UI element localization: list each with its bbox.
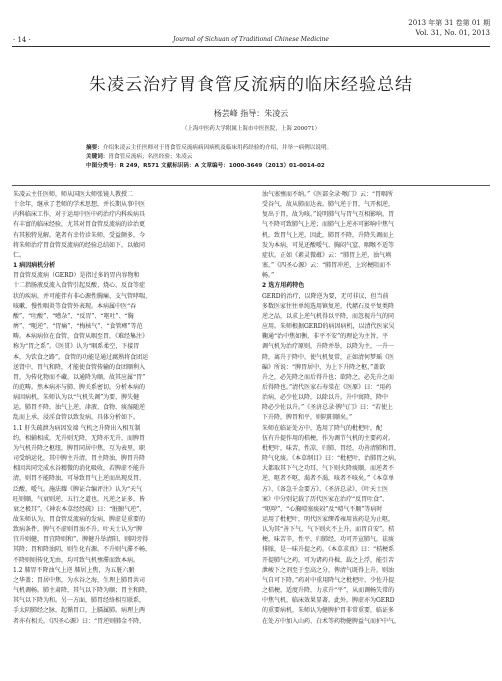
body-line: 伍有升提作用的桔梗，作为调节气机的主要药对。 xyxy=(262,434,395,442)
body-line: 梗，味苦辛，性平，归肺经，功可开宣肺气，祛痰 xyxy=(262,536,395,544)
body-line: 衰之极耳”。《神农本草经经疏》曰：“脏腑气逆”， xyxy=(13,505,146,513)
body-line: 治病，必少佐以降，以除以升。升中寓降，降中 xyxy=(262,394,389,402)
body-line: 其气以下降为和。另一方面，肺胃经络相互联系， xyxy=(13,597,146,605)
body-line: 气机调畅。肺主肃降，其气以下降为顺；胃主和降， xyxy=(13,587,152,595)
body-line: 有丰富的临床经验，尤其对胃食管反流病的诊治更 xyxy=(13,221,146,229)
abstract-summary xyxy=(86,144,418,153)
body-line: 称为“胃之系”。《医贯》认为“咽系柔空，下接胃 xyxy=(13,343,140,351)
body-line: 开提肺气之药，可为诸药舟楫，载之上浮，能引苦 xyxy=(262,556,395,564)
body-line: 清，则胃不能降浊，可导致胃气上逆而出现反胃、 xyxy=(13,475,146,483)
body-line: 仁。 xyxy=(13,251,26,259)
body-line: 病因病机，朱师认为以“气机失调”为要，脾失健 xyxy=(13,394,140,402)
body-line: 咳嗽、慢性咽炎等食管外表现。本病属中医“吞 xyxy=(13,302,137,310)
body-line: 故朱师认为，胃食管反流病的发病，脾虚是重要的 xyxy=(13,516,146,523)
body-line: 升之，必先降之而后得升也；欲降之，必先升之而 xyxy=(262,373,395,381)
body-line: 浊气塞壅而不纳。”《医部全录·喉门》云：“胃咽所 xyxy=(262,191,394,198)
body-line: 朱师在临证处方中，选用了降气的枇杷叶，配 xyxy=(262,424,383,432)
body-line: 泛酸、嗳气。施法耀《脾证合编评注》认为“天气 xyxy=(13,485,143,493)
body-line: 畴。本病病位在食管，食管从咽至胃，《难经集注》 xyxy=(13,333,149,341)
header-rule xyxy=(12,46,490,47)
body-line: 降必少佐以升。”《圣济总录·脾气门》曰：“若使上 xyxy=(262,404,394,412)
body-line: 者亦有相关。《四圣心源》曰：“胃逆则肺金不降， xyxy=(13,617,146,625)
body-line: 手太阴肺经之脉，起循胃口，上膈属肺。病理上两 xyxy=(13,607,146,615)
body-line: 排脓，是一味升提之药。《本草求真》曰：“桔梗系 xyxy=(262,546,395,554)
body-line: 为气机升降之枢纽，脾胃同居中焦，互为表里，职 xyxy=(13,444,146,452)
body-line: 的范畴。然本病亦与肺、脾关系密切。分析本病的 xyxy=(13,383,146,391)
abstract-text: 介绍朱凌云主任医师对于胃食管反流病病因病机及临床用药经验的介绍，并举一病例以说明。 xyxy=(102,145,333,151)
issue-info xyxy=(408,18,490,38)
body-line: 鞠通“治中焦如衡，非平不安”的理论为主旨，平 xyxy=(262,333,389,341)
body-line: 朱凌云主任医师，师从国医大师张镜人教授二 xyxy=(13,191,134,198)
body-line: 十二指肠液反流入食管引起反酸、烧心、反食等症 xyxy=(13,282,146,290)
body-line: 的重要病机，朱师认为健脾护胃非常重要，临证多 xyxy=(262,607,395,615)
body-line: 乱而上承，浸淫食管以致发病，具体分析如下。 xyxy=(13,414,140,422)
body-line: 运，肺胃不降，浊气上逆，津液、食物、痰湿随逆 xyxy=(13,404,146,412)
keywords-text: 胃食管反流病；名医经验；朱凌云 xyxy=(108,154,193,160)
body-line: 枇杷叶，味苦，性凉，归肺、胃经，功善清肺和胃， xyxy=(262,444,401,452)
body-line: 碥》所说：“脾胃居中，为上下升降之枢，”盖欲 xyxy=(262,363,386,371)
body-line: 在处方中加入山药、白术等药物健脾益气而护中气， xyxy=(262,617,401,625)
body-line: 案》中分别记载了历代医家在治疗“反胃吐食”、 xyxy=(262,495,389,503)
body-line: 送肾中，胃气和降，才能使食管传输的食团顺利入 xyxy=(13,363,146,371)
body-line: 气自可下降。”药对中重用降气之枇杷叶，少佐升提 xyxy=(262,576,395,584)
body-line: 泄峻下之剂至于至高之分，俾清气既得上升，则浊 xyxy=(262,566,395,574)
page-header xyxy=(0,0,502,50)
abstract-block xyxy=(86,144,418,171)
body-line: 方》、《备急千金要方》、《圣济总录》、《叶天士医 xyxy=(262,485,389,493)
body-line: 司受纳运化，其中脾主升清，胃主降浊，脾胃升降 xyxy=(13,455,146,463)
body-line: 状的疾病，并可能伴有非心源性胸痛、支气管哮喘、 xyxy=(13,292,152,300)
body-line: 大都取其下气之功耳，气下则火降痰顺，而逆者不 xyxy=(262,465,395,473)
body-line: 1.2 肺胃不降浊气上逆 肺居上焦，为五脏六腑 xyxy=(13,566,135,574)
body-line: 降，离升于降中，使气机复常，正如清何梦瑶《医 xyxy=(262,353,395,361)
issue-en: Vol. 31, No. 01, 2013 xyxy=(415,29,490,37)
body-line: 旺则顺，气衰则逆，五行之道也，凡逆之证多，皆 xyxy=(13,495,146,503)
body-line: 胃，为传化物而不藏，以通降为顺，故其应属“胃” xyxy=(13,373,146,381)
body-line: 1.1 肝失疏泄为病因发端 气机之升降出入相互制 xyxy=(13,424,141,432)
body-line: 逆，呕者不呕，渴者不渴，咳者不咳矣。”《本草单 xyxy=(262,475,395,483)
body-line: 应用。朱师根据GERD的病因病机，以清代医家吴 xyxy=(262,323,395,331)
abstract-keywords xyxy=(86,153,418,162)
body-line: “呕哕”、“心胸噎塞痰闷”及“噎气不顺”等病时 xyxy=(262,505,383,513)
body-line: 约，相辅相成，无升则无降，无降亦无升，而脾胃 xyxy=(13,434,146,442)
body-line: 胃食管反流病（GERD）是指过多的胃内容物和 xyxy=(13,272,140,280)
body-line: 中焦气机，临床效果显著。此外，脾虚亦为GERD xyxy=(262,597,395,605)
body-line: 有其独特见解。笔者有幸侍诊朱师，受益颇多，今 xyxy=(13,231,146,239)
body-line: 受谷气，故从肺而达表。肺气逆于胃，气开相逆， xyxy=(262,201,395,209)
body-line: 复出于胃，故为咳。”说明肺气与胃气互相影响，胃 xyxy=(262,211,395,219)
classification-line: 中图分类号：R 249，R571 文献标识码：A 文章编号：1000-3649（2013）01-0014-02 xyxy=(86,163,325,169)
body-line: 之桔梗，适度升降，力求升“平”，从而调畅失常的 xyxy=(262,587,395,595)
section-heading: 2 选方用药特色 xyxy=(262,282,305,290)
abstract-label: 摘要： xyxy=(86,145,103,151)
body-line: 相因共同完成水谷精微的消化吸收，若脾虚不能升 xyxy=(13,465,146,473)
body-line: 酸”、“吐酸”、“嘈杂”、“反胃”、“呕吐”、“胸 xyxy=(13,312,134,320)
body-line: 不降则则传化无由，均可致气机壅滞而致本病。 xyxy=(13,556,140,564)
page-number: · 14 · xyxy=(13,36,31,44)
body-line: 将朱师治疗胃食管反流病的经验总结如下，以飨同 xyxy=(13,241,146,249)
body-line: 内科临床工作，对于运用中医中药治疗内科疾病具 xyxy=(13,211,146,219)
keywords-label: 关键词： xyxy=(86,154,109,160)
body-line: 致病条件，脾气不虚则胃浊不升。叶天士认为“脾 xyxy=(13,526,143,534)
body-line: GERD的治疗，以降逆为要，无可非议，但当前 xyxy=(262,292,389,300)
body-line: 下升降，脾胃和平，则阴阳顺矣。” xyxy=(262,414,353,422)
body-line: 调气机为治疗原则，升降并举，以降为主，一升一 xyxy=(262,343,395,351)
body-line: 多数医家往往单纯选用镇复逆，代赭石及平复类降 xyxy=(262,302,395,310)
body-line: 痹”、“呃逆”、“胃痛”、“梅核气”、“食管瘅”等范 xyxy=(13,323,143,331)
body-line: 本，为饮食之路”。食管的功能是通过腐熟将食团运 xyxy=(13,353,149,361)
body-line: 症状。正如《素灵微蕴》云：“肺胃上逆，浊气填 xyxy=(262,251,392,259)
body-line: 发为本病，可见还酸嗳气、胸闷气窒、咽喉不适等 xyxy=(262,241,395,249)
authors: 杨芸峰 指导：朱凌云 xyxy=(213,109,289,118)
affiliation: （上海中医药大学附属上海市中医医院，上海 200071） xyxy=(181,126,321,132)
body-line: 后得降也。”清代医家石寿棠在《医原》曰：“用药 xyxy=(262,383,392,391)
right-column xyxy=(262,190,490,627)
left-column xyxy=(13,190,241,627)
section-heading: 1 病因病机分析 xyxy=(13,262,56,270)
journal-name: Journal of Sichuan of Traditional Chinese Medicine xyxy=(173,36,329,43)
body-line: 机，致胃气上逆，因此，肺胃不降，升降失调而上 xyxy=(262,231,395,239)
body-line: 其降；胃和降浊阴，则生化有源。不升则气滞不畅， xyxy=(13,546,152,554)
body-line: 逆之品，以求上逆气机得以平降，而忽视升气的同 xyxy=(262,312,395,320)
body-line: 十余年，继承了老师的学术思想，并长期从事中医 xyxy=(13,201,146,209)
article-title: 朱凌云治疗胃食管反流病的临床经验总结 xyxy=(89,75,413,95)
body-line: 之华盖；胃居中焦，为水谷之海，生理上肺胃共司 xyxy=(13,576,146,584)
body-line: 气不降可致肺气上逆；而肺气上逆亦可影响中焦气 xyxy=(262,221,395,229)
body-line: 运用了枇杷叶，明代医家缪希雍用该药是为止呕， xyxy=(262,516,395,523)
issue-cn: 2013 年第 31 卷第 01 期 xyxy=(408,19,490,27)
abstract-rule xyxy=(12,185,490,186)
body-line: 降气化痰。《本草纲目》曰：“枇杷叶，治肺胃之病， xyxy=(262,455,401,463)
body-line: 认为其“善下气，气下则火不上升，而胃自安”。桔 xyxy=(262,526,395,534)
body-line: 畅。” xyxy=(262,272,275,280)
body-line: 宜升则健，胃宜降则和”，脾健升举清阳，则阴旁得 xyxy=(13,536,149,544)
body-line: 塞。”《四圣心源》云：“肺胃冲逆，上窍梗阻而不 xyxy=(262,262,392,270)
